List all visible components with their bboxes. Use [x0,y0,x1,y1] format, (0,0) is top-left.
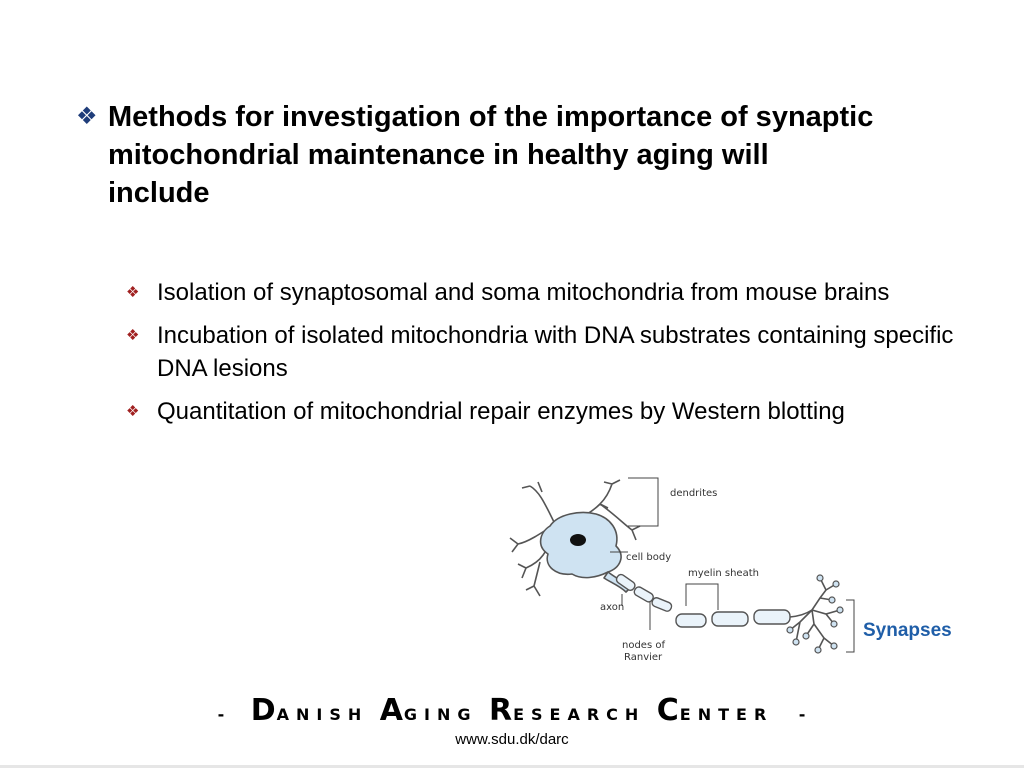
footer-word: ANISH [276,705,369,724]
footer-initial: C [656,693,680,728]
synapses-label: Synapses [863,620,952,641]
dendrites-label: dendrites [670,488,718,499]
cell-body-label: cell body [626,552,672,563]
sub-bullet-item [126,276,956,309]
footer-word: ESEARCH [513,705,646,724]
sub-bullet-item [126,319,956,385]
diamond-bullet-icon: ❖ [126,284,140,301]
axon-label: axon [600,602,625,613]
nodes-of-ranvier-label: nodes of [622,640,665,651]
footer-initial: D [250,693,277,728]
footer-word: ENTER [679,705,774,724]
myelin-sheath-label: myelin sheath [688,568,759,579]
sub-bullet-text: Incubation of isolated mitochondria with DNA substrates containing specific DNA lesions [157,322,954,382]
footer-initial: R [488,693,514,728]
footer-title [0,693,1024,728]
nucleus-shape [570,534,586,546]
sub-bullet-text: Quantitation of mitochondrial repair enzymes by Western blotting [157,398,845,425]
synapse-bulbs [787,575,843,653]
nodes-of-ranvier-label: Ranvier [624,652,663,663]
footer-dash: - [217,705,226,724]
diamond-bullet-icon: ❖ [126,403,140,420]
diamond-bullet-icon: ❖ [126,327,140,344]
main-bullet [76,98,876,212]
sub-bullet-list [126,276,956,438]
axon-shape [615,573,790,627]
footer-dash: - [798,705,807,724]
footer-word: GING [403,705,478,724]
footer-url[interactable]: www.sdu.dk/darc [455,731,569,748]
sub-bullet-text: Isolation of synaptosomal and soma mitochondria from mouse brains [157,279,890,306]
footer-initial: A [379,693,404,728]
diamond-bullet-icon: ❖ [76,103,98,130]
neuron-diagram [500,474,860,684]
main-bullet-text: Methods for investigation of the importance of synaptic mitochondrial maintenance in healthy aging will include [108,101,874,209]
sub-bullet-item [126,395,956,428]
